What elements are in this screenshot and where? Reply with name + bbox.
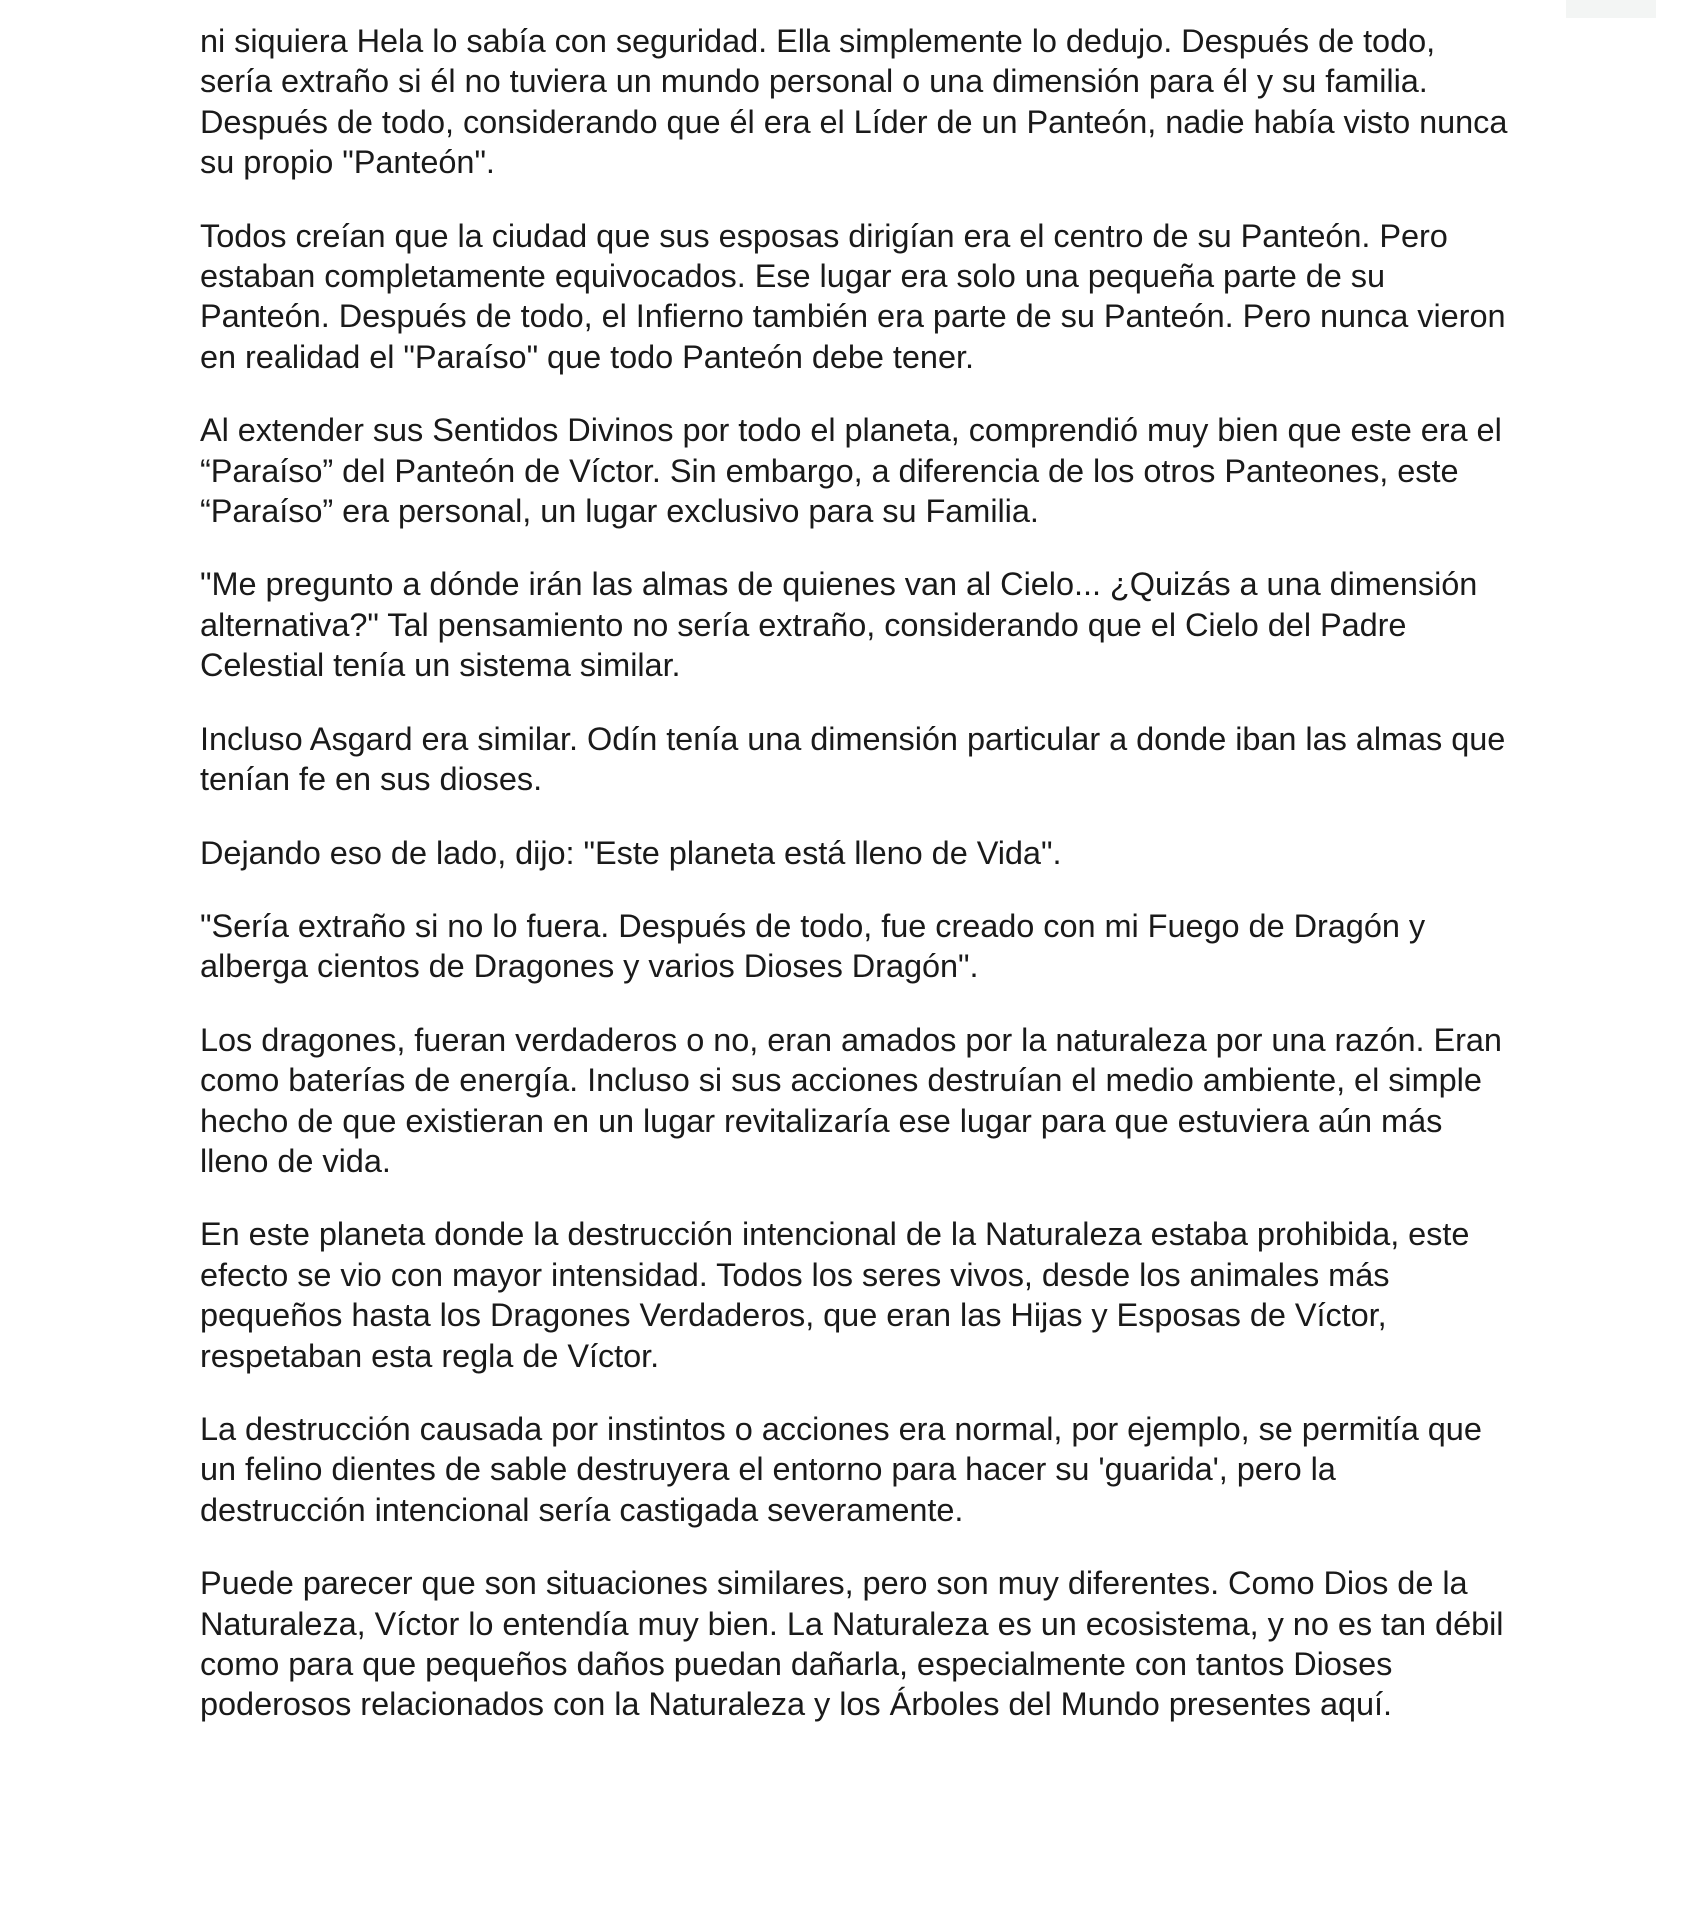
document-page: [200, 21, 1510, 1758]
paragraph: Los dragones, fueran verdaderos o no, eran amados por la naturaleza por una razón. Eran como baterías de energía. Incluso si sus acciones destruían el medio ambiente, el simple hecho de que existieran en un lugar revitalizaría ese lugar para que estuviera aún más lleno de vida.: [200, 1021, 1502, 1179]
paragraph: Dejando eso de lado, dijo: "Este planeta está lleno de Vida".: [200, 834, 1062, 871]
paragraph: ni siquiera Hela lo sabía con seguridad. Ella simplemente lo dedujo. Después de todo, sería extraño si él no tuviera un mundo personal o una dimensión para él y su familia. Después de todo, considerando que él era el Líder de un Panteón, nadie había visto nunca su propio "Panteón".: [200, 23, 1508, 181]
paragraph: Todos creían que la ciudad que sus esposas dirigían era el centro de su Panteón. Pero estaban completamente equivocados. Ese lugar era solo una pequeña parte de su Panteón. Después de todo, el Infierno también era parte de su Panteón. Pero nunca vieron en realidad el "Paraíso" que todo Panteón debe tener.: [200, 217, 1506, 375]
paragraph: "Sería extraño si no lo fuera. Después de todo, fue creado con mi Fuego de Dragón y alberga cientos de Dragones y varios Dioses Dragón".: [200, 907, 1426, 985]
paragraph: Al extender sus Sentidos Divinos por todo el planeta, comprendió muy bien que este era el “Paraíso” del Panteón de Víctor. Sin embargo, a diferencia de los otros Panteones, este “Paraíso” era personal, un lugar exclusivo para su Familia.: [200, 412, 1502, 530]
paragraph: En este planeta donde la destrucción intencional de la Naturaleza estaba prohibida, este efecto se vio con mayor intensidad. Todos los seres vivos, desde los animales más pequeños hasta los Dragones Verdaderos, que eran las Hijas y Esposas de Víctor, respetaban esta regla de Víctor.: [200, 1216, 1470, 1374]
paragraph: La destrucción causada por instintos o acciones era normal, por ejemplo, se permitía que un felino dientes de sable destruyera el entorno para hacer su 'guarida', pero la destrucción intencional sería castigada severamente.: [200, 1410, 1482, 1528]
paragraph: Puede parecer que son situaciones similares, pero son muy diferentes. Como Dios de la Naturaleza, Víctor lo entendía muy bien. La Naturaleza es un ecosistema, y no es tan débil como para que pequeños daños puedan dañarla, especialmente con tantos Dioses poderosos relacionados con la Naturaleza y los Árboles del Mundo presentes aquí.: [200, 1565, 1504, 1723]
paragraph: "Me pregunto a dónde irán las almas de quienes van al Cielo... ¿Quizás a una dimensión alternativa?" Tal pensamiento no sería extraño, considerando que el Cielo del Padre Celestial tenía un sistema similar.: [200, 566, 1478, 684]
corner-mark: [1566, 0, 1656, 18]
paragraph: Incluso Asgard era similar. Odín tenía una dimensión particular a donde iban las almas que tenían fe en sus dioses.: [200, 720, 1506, 798]
